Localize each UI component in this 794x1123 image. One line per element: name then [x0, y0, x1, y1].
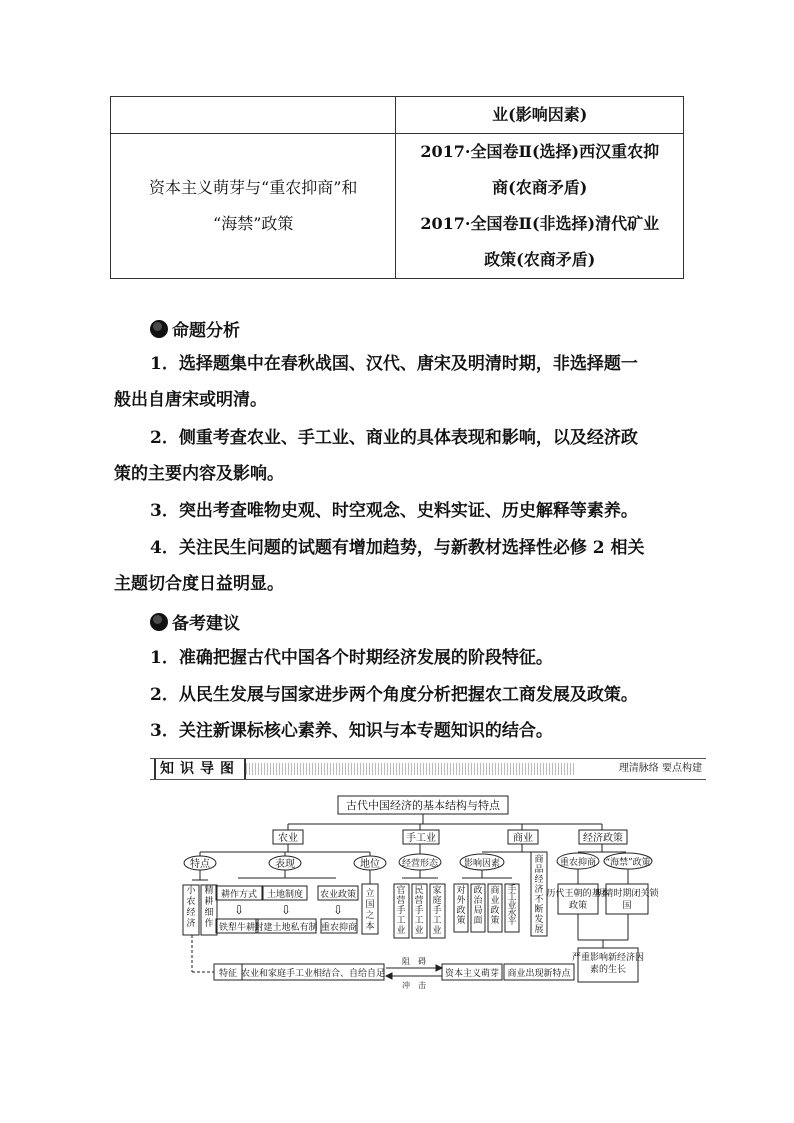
analysis-item [114, 493, 684, 529]
paragraph-line: 1．选择题集中在春秋战国、汉代、唐宋及明清时期，非选择题一 [150, 354, 638, 374]
advice-item [114, 713, 684, 749]
diagram-vertical-label: 立国之本 [365, 889, 375, 932]
diagram-vertical-label: 手工业水平 [507, 885, 517, 927]
paragraph-line: 主题切合度日益明显。 [114, 574, 284, 594]
cell-line: 商(农商矛盾) [492, 178, 588, 197]
paragraph-line: 4．关注民生问题的试题有增加趋势，与新教材选择性必修 2 相关 [150, 538, 645, 558]
knowledge-map-subtitle: 理清脉络 要点构建 [618, 763, 702, 774]
table-row [111, 97, 684, 134]
decorative-strip [246, 763, 576, 775]
diagram-item: 封建土地私有制 [254, 923, 318, 933]
diagram-boxed-label: 严重影响新经济因素的生长 [571, 953, 645, 975]
bullet-icon [150, 320, 168, 338]
cell-line: 资本主义萌芽与“重农抑商”和 [149, 178, 358, 197]
diagram-branch: 手工业 [406, 833, 436, 844]
diagram-node: “海禁”政策 [605, 858, 651, 868]
diagram-vertical-label: 精耕细作 [204, 886, 214, 929]
diagram-item: 特征 [218, 969, 238, 979]
diagram-item: 资本主义萌芽 [444, 969, 500, 979]
diagram-node: 表现 [275, 859, 295, 870]
analysis-item [114, 530, 684, 602]
paragraph-line: 2．侧重考查农业、手工业、商业的具体表现和影响，以及经济政 [150, 428, 638, 448]
diagram-node: 特点 [190, 859, 210, 870]
diagram-boxed-label: 历代王朝的基本政策 [546, 889, 610, 911]
diagram-item: 铁犁牛耕 [218, 923, 256, 933]
diagram-item: 土地制度 [266, 890, 304, 900]
analysis-heading-text: 命题分析 [172, 321, 240, 341]
table-cell-exam [396, 134, 684, 279]
knowledge-map-bar [150, 758, 706, 780]
analysis-item [114, 420, 684, 492]
down-arrow-icon: ⇩ [332, 903, 344, 917]
paragraph-line: 策的主要内容及影响。 [114, 464, 284, 484]
diagram-node: 地位 [360, 859, 380, 870]
down-arrow-icon: ⇩ [280, 903, 292, 917]
diagram-node: 经营形态 [401, 859, 439, 869]
knowledge-map-title: 知识导图 [154, 759, 246, 779]
paragraph-line: 般出自唐宋或明清。 [114, 390, 267, 410]
diagram-item: 耕作方式 [220, 890, 258, 900]
paragraph-line: 2．从民生发展与国家进步两个角度分析把握农工商发展及政策。 [150, 685, 638, 705]
paragraph-line: 3．突出考查唯物史观、时空观念、史料实证、历史解释等素养。 [150, 501, 638, 521]
diagram-item: 农业和家庭手工业相结合、自给自足 [240, 969, 386, 979]
paragraph-line: 3．关注新课标核心素养、知识与本专题知识的结合。 [150, 721, 553, 741]
diagram-vertical-label: 对外政策 [456, 886, 466, 926]
analysis-item [114, 346, 684, 418]
advice-item [114, 640, 684, 676]
diagram-arrow-label: 冲 击 [402, 981, 426, 990]
diagram-branch: 商业 [513, 833, 533, 844]
diagram-boxed-label: 明清时期闭关锁国 [595, 889, 659, 911]
knowledge-map-diagram [0, 790, 794, 990]
diagram-item: 重农抑商 [320, 923, 358, 933]
diagram-node: 影响因素 [463, 859, 501, 869]
diagram-item: 农业政策 [319, 890, 357, 900]
cell-line: “海禁”政策 [213, 214, 294, 233]
diagram-vertical-label: 商品经济不断发展 [534, 855, 544, 935]
analysis-heading [150, 316, 240, 341]
diagram-item: 商业出现新特点 [507, 969, 571, 979]
advice-item [114, 677, 684, 713]
table-cell-exam: 业(影响因素) [396, 97, 684, 134]
exam-table [110, 96, 684, 279]
advice-heading [150, 609, 240, 634]
diagram-branch: 农业 [278, 833, 298, 844]
diagram-node: 重农抑商 [559, 858, 597, 868]
down-arrow-icon: ⇩ [233, 903, 245, 917]
diagram-branch: 经济政策 [583, 833, 623, 844]
table-cell-topic [111, 97, 396, 134]
diagram-vertical-label: 官营手工业 [396, 886, 406, 936]
diagram-vertical-label: 小农经济 [186, 886, 196, 929]
cell-line: 2017·全国卷Ⅱ(选择)西汉重农抑 [420, 142, 660, 161]
table-row [111, 134, 684, 279]
diagram-vertical-label: 政治局面 [473, 886, 483, 926]
advice-heading-text: 备考建议 [172, 614, 240, 634]
diagram-vertical-label: 商业政策 [490, 886, 500, 926]
diagram-arrow-label: 阻 碍 [402, 957, 426, 966]
diagram-root: 古代中国经济的基本结构与特点 [346, 799, 500, 812]
paragraph-line: 1．准确把握古代中国各个时期经济发展的阶段特征。 [150, 648, 553, 668]
bullet-icon [150, 613, 168, 631]
diagram-vertical-label: 家庭手工业 [432, 886, 442, 936]
table-cell-topic [111, 134, 396, 279]
cell-line: 政策(农商矛盾) [484, 250, 596, 269]
diagram-vertical-label: 民营手工业 [414, 886, 424, 936]
cell-line: 2017·全国卷Ⅱ(非选择)清代矿业 [420, 214, 660, 233]
